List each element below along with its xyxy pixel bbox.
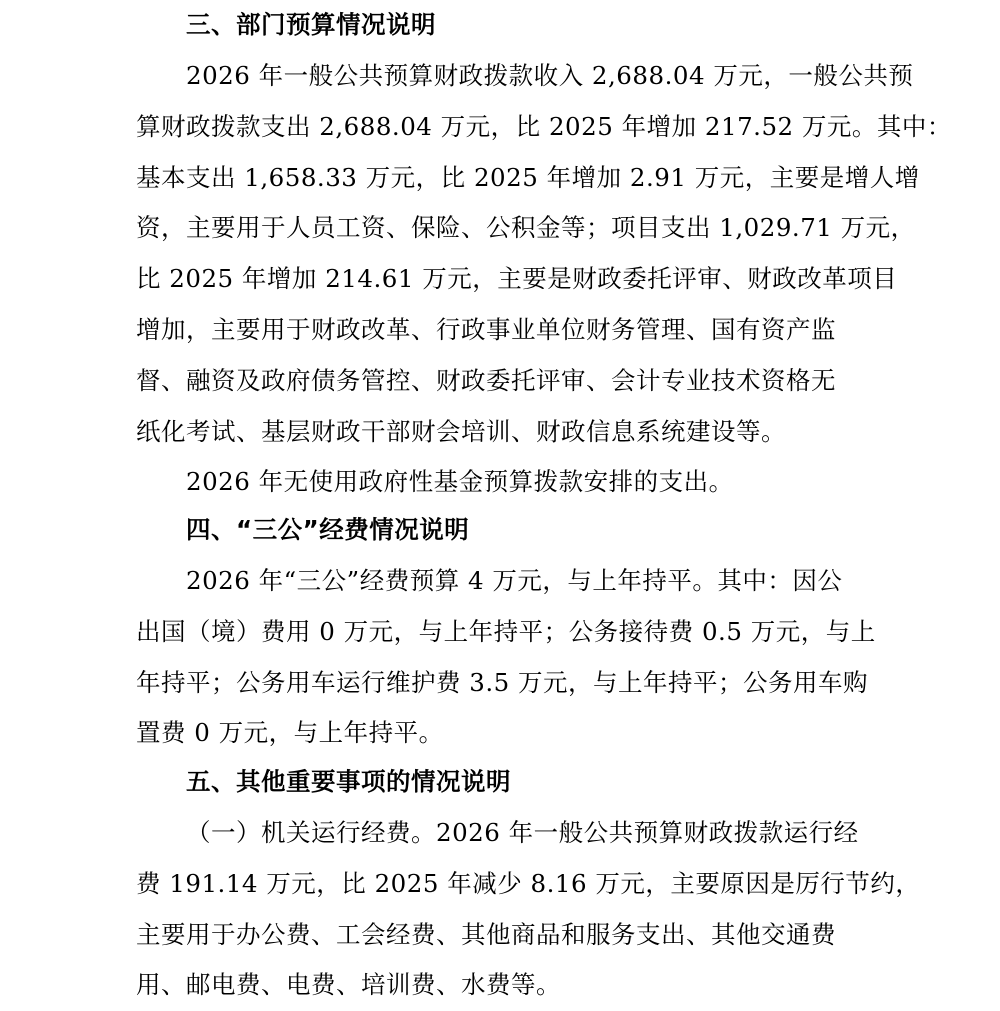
text-line: （一）机关运行经费。2026 年一般公共预算财政拨款运行经 <box>186 818 859 847</box>
section-heading-dept-budget: 三、部门预算情况说明 <box>186 10 436 39</box>
paragraph-gov-fund: 2026 年无使用政府性基金预算拨款安排的支出。 <box>186 467 734 496</box>
section-heading-three-public: 四、“三公”经费情况说明 <box>186 515 470 544</box>
text-line: 纸化考试、基层财政干部财会培训、财政信息系统建设等。 <box>136 416 786 446</box>
text-line: 主要用于办公费、工会经费、其他商品和服务支出、其他交通费 <box>136 919 836 949</box>
text-line: 出国（境）费用 0 万元，与上年持平；公务接待费 0.5 万元，与上 <box>136 616 876 646</box>
section-heading-other-matters: 五、其他重要事项的情况说明 <box>186 767 511 796</box>
paragraph-budget-overview <box>136 51 952 457</box>
text-line: 算财政拨款支出 2,688.04 万元，比 2025 年增加 217.52 万元。其中： <box>136 111 952 141</box>
text-line: 用、邮电费、电费、培训费、水费等。 <box>136 970 561 1000</box>
text-line: 2026 年“三公”经费预算 4 万元，与上年持平。其中：因公 <box>186 566 843 595</box>
text-line: 督、融资及政府债务管控、财政委托评审、会计专业技术资格无 <box>136 365 836 395</box>
text-line: 费 191.14 万元，比 2025 年减少 8.16 万元，主要原因是厉行节约， <box>136 868 921 898</box>
text-line: 增加，主要用于财政改革、行政事业单位财务管理、国有资产监 <box>136 314 836 344</box>
paragraph-three-public-expenses <box>136 556 880 759</box>
text-line: 2026 年一般公共预算财政拨款收入 2,688.04 万元，一般公共预 <box>186 61 914 90</box>
text-line: 资，主要用于人员工资、保险、公积金等；项目支出 1,029.71 万元， <box>136 213 916 243</box>
text-line: 基本支出 1,658.33 万元，比 2025 年增加 2.91 万元，主要是增人增 <box>136 162 920 192</box>
text-line: 比 2025 年增加 214.61 万元，主要是财政委托评审、财政改革项目 <box>136 264 898 294</box>
text-line: 置费 0 万元，与上年持平。 <box>136 718 444 748</box>
paragraph-operating-expenses <box>136 808 921 1011</box>
text-line: 年持平；公务用车运行维护费 3.5 万元，与上年持平；公务用车购 <box>136 667 869 697</box>
